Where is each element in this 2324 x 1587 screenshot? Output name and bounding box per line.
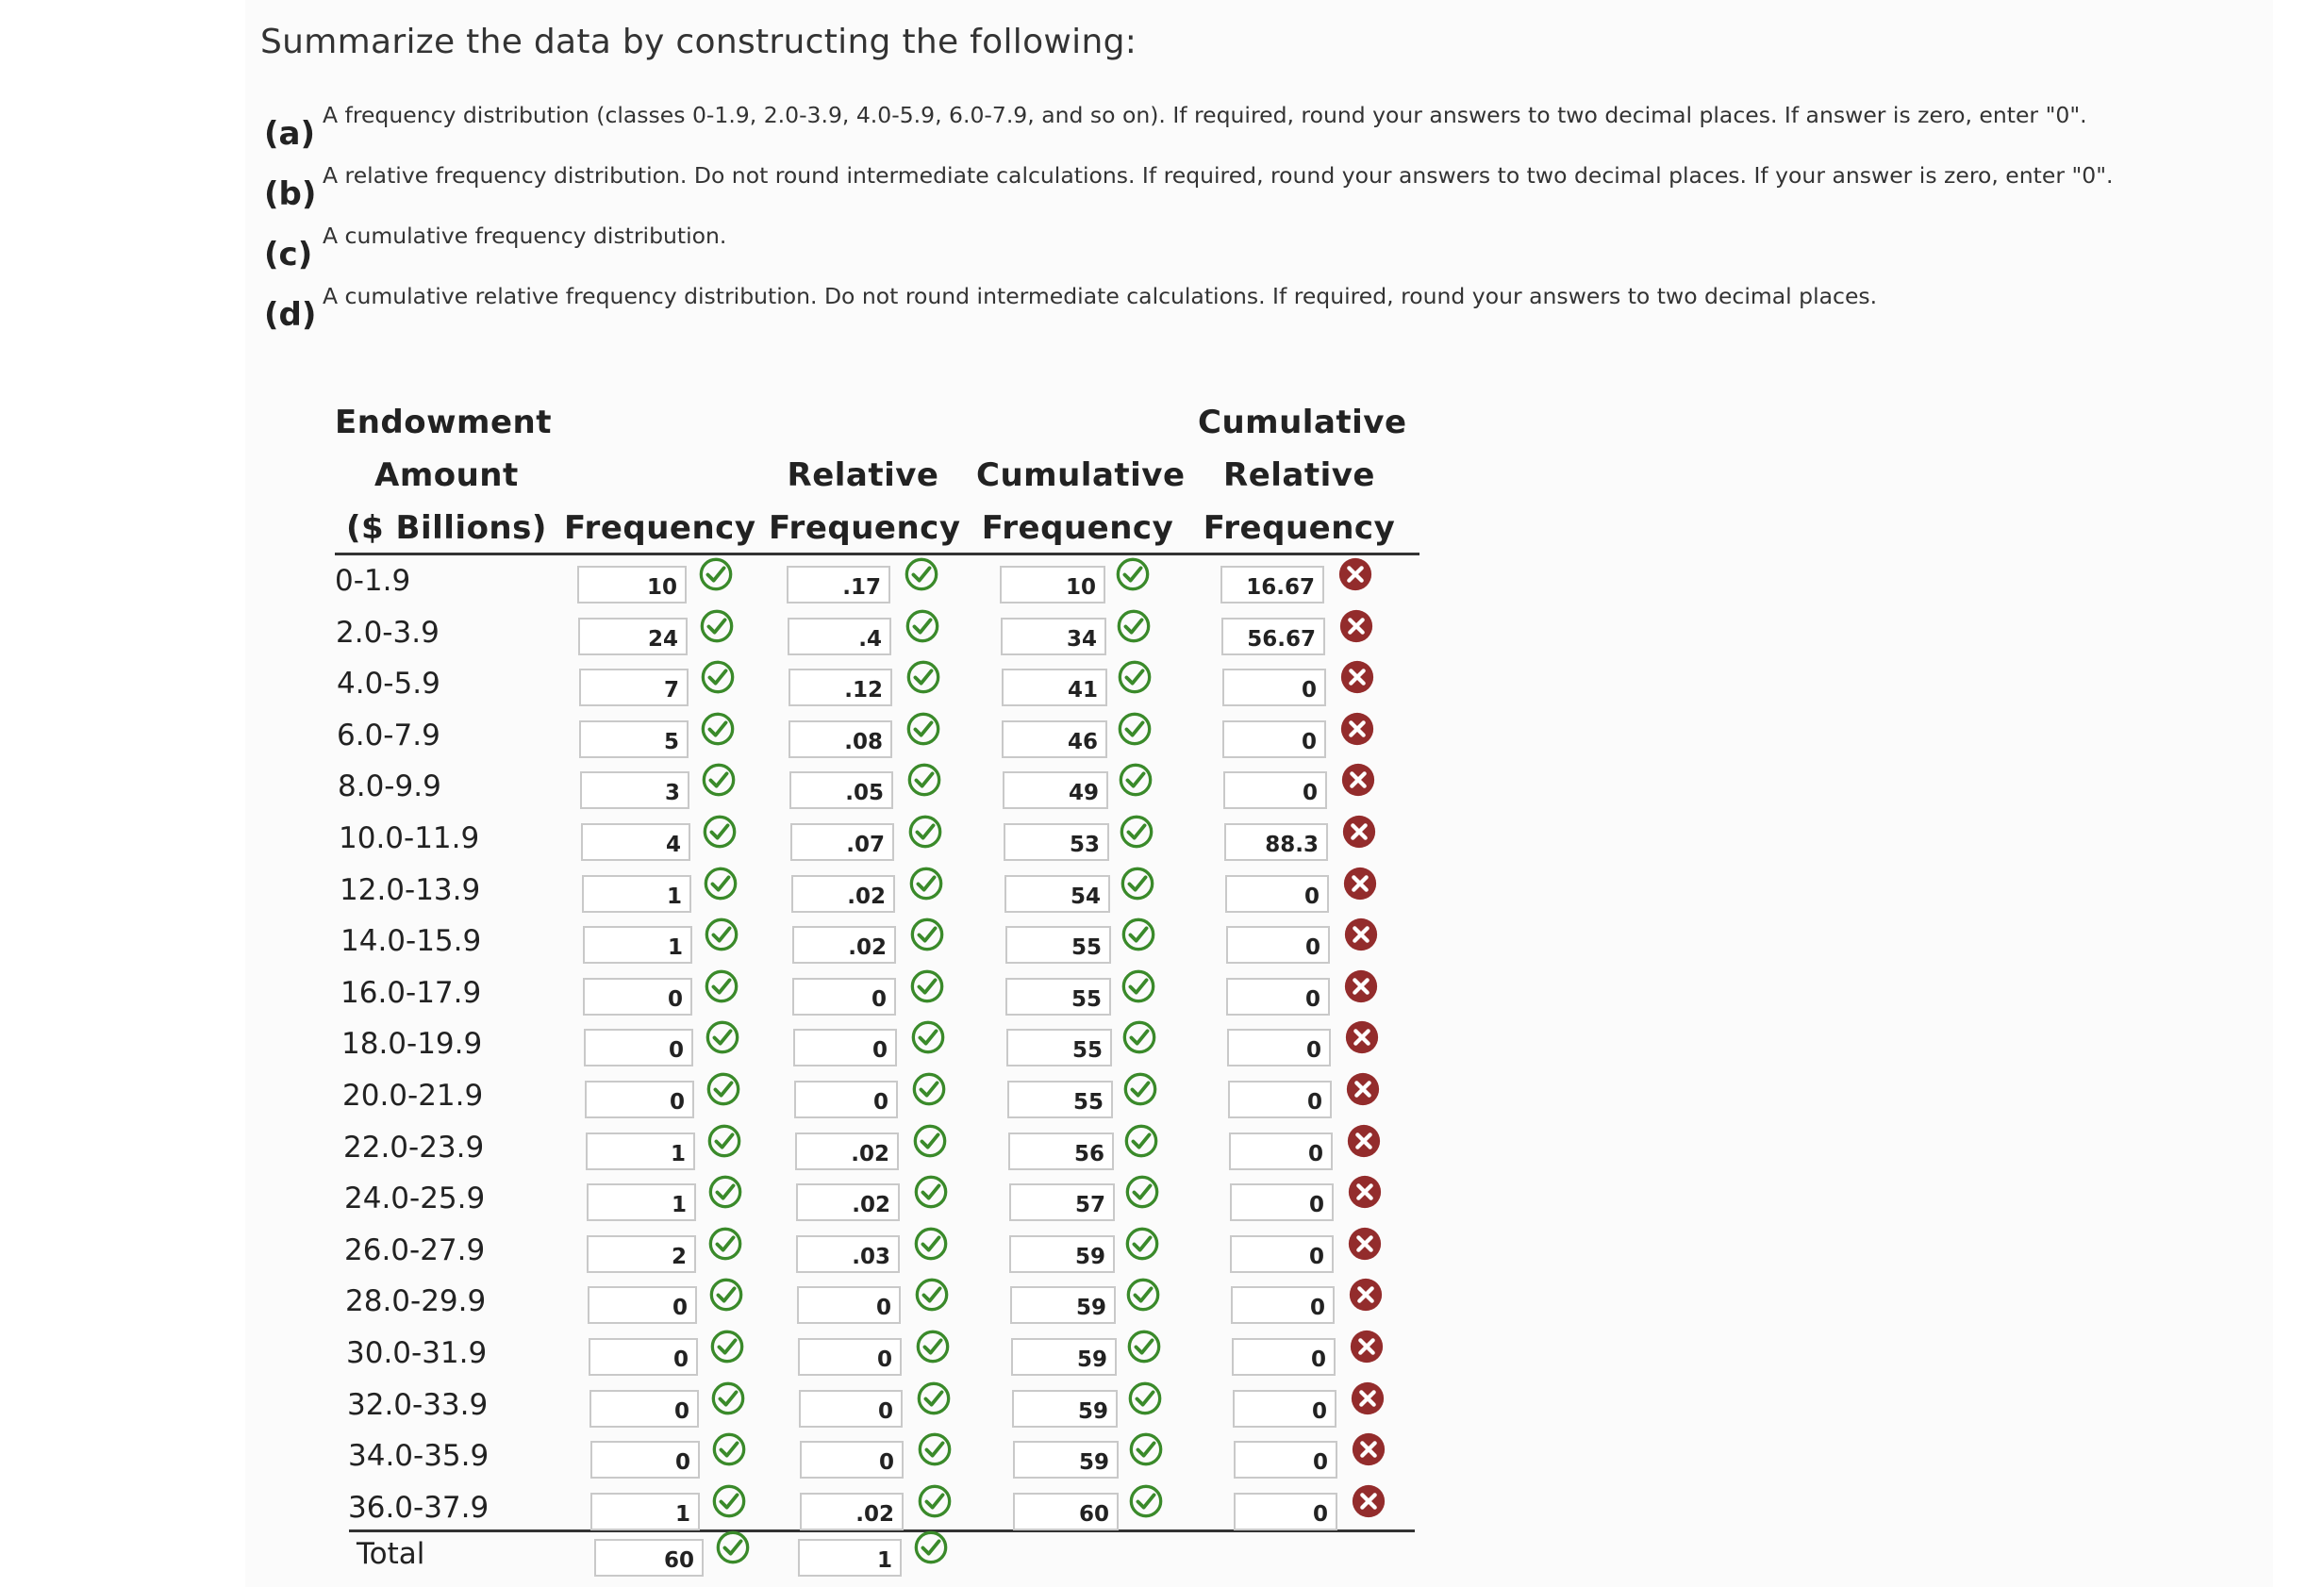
check-circle-icon — [1121, 1019, 1157, 1055]
frequency-input[interactable]: 0 — [585, 1081, 694, 1118]
check-circle-icon — [915, 1329, 951, 1364]
relative-frequency-input[interactable]: 0 — [793, 1029, 897, 1066]
check-circle-icon — [905, 711, 941, 747]
cumulative-relative-frequency-input[interactable]: 0 — [1225, 875, 1329, 913]
x-circle-icon — [1343, 968, 1379, 1004]
part-a-text: A frequency distribution (classes 0-1.9, 2.0-3.9, 4.0-5.9, 6.0-7.9, and so on). If required, round your answers to two decimal places. If answer is zero, enter "0". — [323, 102, 2087, 128]
header-cumulative — [976, 449, 1186, 554]
cumulative-relative-frequency-input[interactable]: 0 — [1230, 1183, 1334, 1221]
check-circle-icon — [1120, 917, 1156, 952]
frequency-input[interactable]: 1 — [587, 1183, 696, 1221]
check-circle-icon — [703, 866, 739, 901]
frequency-input[interactable]: 0 — [589, 1390, 699, 1428]
frequency-input[interactable]: 0 — [590, 1441, 700, 1479]
check-circle-icon — [1122, 1071, 1158, 1107]
check-circle-icon — [1127, 1380, 1163, 1416]
cumulative-frequency-input[interactable]: 59 — [1012, 1390, 1118, 1428]
cumulative-relative-frequency-input[interactable]: 0 — [1222, 720, 1326, 758]
part-b-letter: (b) — [264, 175, 317, 213]
x-circle-icon — [1351, 1483, 1386, 1519]
part-c — [264, 223, 726, 273]
relative-frequency-input[interactable]: 0 — [799, 1390, 903, 1428]
frequency-input[interactable]: 0 — [589, 1338, 698, 1376]
check-circle-icon — [710, 1380, 746, 1416]
check-circle-icon — [699, 608, 735, 644]
frequency-input[interactable]: 10 — [577, 566, 687, 603]
check-circle-icon — [711, 1483, 747, 1519]
part-d-text: A cumulative relative frequency distribution. Do not round intermediate calculations. If required, round your answers to two decimal places. — [323, 283, 1878, 309]
check-circle-icon — [707, 1174, 743, 1210]
check-circle-icon — [1125, 1277, 1161, 1313]
relative-frequency-input[interactable]: .02 — [795, 1132, 899, 1170]
check-circle-icon — [1117, 659, 1153, 695]
cumulative-relative-frequency-input[interactable]: 0 — [1231, 1286, 1335, 1324]
check-circle-icon — [917, 1483, 953, 1519]
check-circle-icon — [1126, 1329, 1162, 1364]
cumulative-relative-frequency-input[interactable]: 88.3 — [1224, 823, 1328, 861]
frequency-input[interactable]: 1 — [586, 1132, 695, 1170]
x-circle-icon — [1338, 608, 1374, 644]
part-a — [264, 102, 2087, 153]
cumulative-relative-frequency-input[interactable]: 16.67 — [1220, 566, 1324, 603]
part-a-letter: (a) — [264, 115, 316, 153]
relative-frequency-input[interactable]: .12 — [788, 669, 892, 706]
frequency-input[interactable]: 0 — [584, 1029, 693, 1066]
check-circle-icon — [715, 1529, 751, 1565]
header-class-line2: Amount — [374, 456, 519, 494]
header-divider — [335, 553, 1419, 555]
cumulative-frequency-input[interactable]: 59 — [1013, 1441, 1119, 1479]
check-circle-icon — [708, 1277, 744, 1313]
header-frequency — [564, 502, 756, 554]
x-circle-icon — [1339, 659, 1375, 695]
check-circle-icon — [702, 814, 738, 850]
check-circle-icon — [698, 556, 734, 592]
cumulative-relative-frequency-input[interactable]: 0 — [1229, 1132, 1333, 1170]
check-circle-icon — [709, 1329, 745, 1364]
frequency-input[interactable]: 1 — [590, 1493, 700, 1530]
cumulative-frequency-input[interactable]: 59 — [1011, 1338, 1117, 1376]
part-c-text: A cumulative frequency distribution. — [323, 223, 727, 249]
relative-frequency-input[interactable]: .02 — [800, 1493, 904, 1530]
check-circle-icon — [913, 1529, 949, 1565]
check-circle-icon — [909, 917, 945, 952]
cumulative-relative-frequency-input[interactable]: 0 — [1234, 1441, 1337, 1479]
cumulative-relative-frequency-input[interactable]: 0 — [1232, 1338, 1336, 1376]
header-cumrel-line1: Cumulative — [1198, 404, 1407, 441]
x-circle-icon — [1337, 556, 1373, 592]
relative-frequency-input[interactable]: .17 — [787, 566, 890, 603]
check-circle-icon — [706, 1123, 742, 1159]
class-label: 0-1.9 — [335, 564, 411, 598]
cumulative-frequency-input[interactable]: 55 — [1005, 926, 1111, 964]
relative-frequency-input[interactable]: .07 — [790, 823, 894, 861]
check-circle-icon — [904, 556, 939, 592]
header-class-line3: ($ Billions) — [346, 509, 547, 547]
relative-frequency-input[interactable]: .08 — [788, 720, 892, 758]
check-circle-icon — [700, 659, 736, 695]
total-frequency-input[interactable]: 60 — [594, 1539, 704, 1577]
relative-frequency-input[interactable]: .02 — [792, 926, 896, 964]
check-circle-icon — [914, 1277, 950, 1313]
cumulative-frequency-input[interactable]: 60 — [1013, 1493, 1119, 1530]
class-label: 26.0-27.9 — [344, 1233, 486, 1267]
check-circle-icon — [905, 608, 940, 644]
frequency-input[interactable]: 3 — [580, 771, 689, 809]
check-circle-icon — [704, 968, 739, 1004]
relative-frequency-input[interactable]: 0 — [800, 1441, 904, 1479]
relative-frequency-input[interactable]: .4 — [788, 618, 891, 655]
class-label: 10.0-11.9 — [339, 821, 480, 855]
class-label: 8.0-9.9 — [338, 769, 441, 803]
header-class — [335, 396, 552, 554]
part-d — [264, 283, 1877, 334]
relative-frequency-input[interactable]: .02 — [791, 875, 895, 913]
x-circle-icon — [1351, 1431, 1386, 1467]
relative-frequency-input[interactable]: 0 — [794, 1081, 898, 1118]
check-circle-icon — [906, 762, 942, 798]
x-circle-icon — [1350, 1380, 1386, 1416]
check-circle-icon — [1120, 968, 1156, 1004]
cumulative-frequency-input[interactable]: 49 — [1003, 771, 1108, 809]
class-label: 18.0-19.9 — [341, 1027, 483, 1061]
cumulative-frequency-input[interactable]: 57 — [1009, 1183, 1115, 1221]
class-label: 20.0-21.9 — [342, 1079, 484, 1113]
check-circle-icon — [1120, 866, 1155, 901]
class-label: 4.0-5.9 — [337, 667, 440, 701]
cumulative-frequency-input[interactable]: 55 — [1005, 978, 1111, 1016]
cumulative-relative-frequency-input[interactable]: 0 — [1223, 771, 1327, 809]
instructions-heading: Summarize the data by constructing the following: — [260, 23, 1137, 61]
class-label: 12.0-13.9 — [340, 873, 481, 907]
part-b — [264, 162, 2114, 213]
cumulative-relative-frequency-input[interactable]: 0 — [1226, 926, 1330, 964]
header-cumulative-relative — [1198, 396, 1407, 554]
frequency-input[interactable]: 0 — [588, 1286, 697, 1324]
relative-frequency-input[interactable]: .03 — [796, 1235, 900, 1273]
check-circle-icon — [706, 1071, 741, 1107]
x-circle-icon — [1342, 866, 1378, 901]
check-circle-icon — [1128, 1431, 1164, 1467]
check-circle-icon — [917, 1431, 953, 1467]
header-cumrel-line2: Relative — [1223, 456, 1375, 494]
relative-frequency-input[interactable]: 0 — [792, 978, 896, 1016]
frequency-input[interactable]: 2 — [587, 1235, 696, 1273]
class-label: 36.0-37.9 — [348, 1491, 490, 1525]
check-circle-icon — [908, 866, 944, 901]
total-label: Total — [357, 1537, 425, 1571]
class-label: 30.0-31.9 — [346, 1336, 488, 1370]
check-circle-icon — [711, 1431, 747, 1467]
class-label: 16.0-17.9 — [340, 976, 482, 1010]
x-circle-icon — [1339, 711, 1375, 747]
header-cumulative-line2: Frequency — [981, 509, 1174, 547]
cumulative-frequency-input[interactable]: 54 — [1004, 875, 1110, 913]
x-circle-icon — [1341, 814, 1377, 850]
check-circle-icon — [1124, 1226, 1160, 1262]
header-frequency-line1: Frequency — [564, 509, 756, 547]
frequency-input[interactable]: 0 — [583, 978, 692, 1016]
relative-frequency-input[interactable]: .05 — [789, 771, 893, 809]
check-circle-icon — [700, 711, 736, 747]
header-relative — [769, 449, 961, 554]
relative-frequency-input[interactable]: 0 — [797, 1286, 901, 1324]
check-circle-icon — [1128, 1483, 1164, 1519]
frequency-input[interactable]: 1 — [583, 926, 692, 964]
cumulative-relative-frequency-input[interactable]: 56.67 — [1221, 618, 1325, 655]
x-circle-icon — [1346, 1123, 1382, 1159]
part-c-letter: (c) — [264, 236, 313, 273]
check-circle-icon — [701, 762, 737, 798]
class-label: 34.0-35.9 — [348, 1439, 490, 1473]
check-circle-icon — [705, 1019, 740, 1055]
cumulative-frequency-input[interactable]: 59 — [1009, 1235, 1115, 1273]
check-circle-icon — [1118, 762, 1154, 798]
check-circle-icon — [1116, 608, 1152, 644]
cumulative-frequency-input[interactable]: 41 — [1002, 669, 1107, 706]
check-circle-icon — [1124, 1174, 1160, 1210]
cumulative-relative-frequency-input[interactable]: 0 — [1227, 1029, 1331, 1066]
cumulative-frequency-input[interactable]: 59 — [1010, 1286, 1116, 1324]
part-d-letter: (d) — [264, 296, 317, 334]
check-circle-icon — [1123, 1123, 1159, 1159]
check-circle-icon — [707, 1226, 743, 1262]
frequency-input[interactable]: 7 — [579, 669, 689, 706]
check-circle-icon — [910, 1019, 946, 1055]
x-circle-icon — [1349, 1329, 1385, 1364]
cumulative-relative-frequency-input[interactable]: 0 — [1230, 1235, 1334, 1273]
class-label: 22.0-23.9 — [343, 1131, 485, 1165]
frequency-input[interactable]: 24 — [578, 618, 688, 655]
cumulative-frequency-input[interactable]: 55 — [1007, 1081, 1113, 1118]
cumulative-relative-frequency-input[interactable]: 0 — [1233, 1390, 1336, 1428]
cumulative-relative-frequency-input[interactable]: 0 — [1226, 978, 1330, 1016]
frequency-input[interactable]: 1 — [582, 875, 691, 913]
frequency-input[interactable]: 5 — [579, 720, 689, 758]
check-circle-icon — [1115, 556, 1151, 592]
class-label: 6.0-7.9 — [337, 719, 440, 752]
x-circle-icon — [1347, 1226, 1383, 1262]
check-circle-icon — [907, 814, 943, 850]
check-circle-icon — [912, 1123, 948, 1159]
header-cumulative-line1: Cumulative — [976, 456, 1186, 494]
x-circle-icon — [1347, 1174, 1383, 1210]
check-circle-icon — [913, 1226, 949, 1262]
header-relative-line2: Frequency — [769, 509, 961, 547]
check-circle-icon — [916, 1380, 952, 1416]
class-label: 32.0-33.9 — [347, 1388, 489, 1422]
cumulative-frequency-input[interactable]: 46 — [1002, 720, 1107, 758]
frequency-input[interactable]: 4 — [581, 823, 690, 861]
relative-frequency-input[interactable]: 0 — [798, 1338, 902, 1376]
x-circle-icon — [1345, 1071, 1381, 1107]
check-circle-icon — [913, 1174, 949, 1210]
header-class-line1: Endowment — [335, 404, 552, 441]
cumulative-frequency-input[interactable]: 53 — [1004, 823, 1109, 861]
total-relative-frequency-input[interactable]: 1 — [798, 1539, 902, 1577]
header-relative-line1: Relative — [787, 456, 939, 494]
cumulative-frequency-input[interactable]: 56 — [1008, 1132, 1114, 1170]
cumulative-relative-frequency-input[interactable]: 0 — [1228, 1081, 1332, 1118]
x-circle-icon — [1344, 1019, 1380, 1055]
class-label: 2.0-3.9 — [336, 616, 440, 650]
cumulative-frequency-input[interactable]: 34 — [1001, 618, 1106, 655]
class-label: 28.0-29.9 — [345, 1284, 487, 1318]
x-circle-icon — [1343, 917, 1379, 952]
cumulative-relative-frequency-input[interactable]: 0 — [1234, 1493, 1337, 1530]
check-circle-icon — [909, 968, 945, 1004]
check-circle-icon — [1119, 814, 1154, 850]
header-cumrel-line3: Frequency — [1203, 509, 1396, 547]
cumulative-frequency-input[interactable]: 10 — [1000, 566, 1105, 603]
part-b-text: A relative frequency distribution. Do not round intermediate calculations. If required, round your answers to two decimal places. If your answer is zero, enter "0". — [323, 162, 2114, 189]
check-circle-icon — [1117, 711, 1153, 747]
check-circle-icon — [911, 1071, 947, 1107]
cumulative-frequency-input[interactable]: 55 — [1006, 1029, 1112, 1066]
check-circle-icon — [905, 659, 941, 695]
relative-frequency-input[interactable]: .02 — [796, 1183, 900, 1221]
x-circle-icon — [1348, 1277, 1384, 1313]
check-circle-icon — [704, 917, 739, 952]
class-label: 14.0-15.9 — [340, 924, 482, 958]
cumulative-relative-frequency-input[interactable]: 0 — [1222, 669, 1326, 706]
x-circle-icon — [1340, 762, 1376, 798]
class-label: 24.0-25.9 — [344, 1182, 486, 1215]
